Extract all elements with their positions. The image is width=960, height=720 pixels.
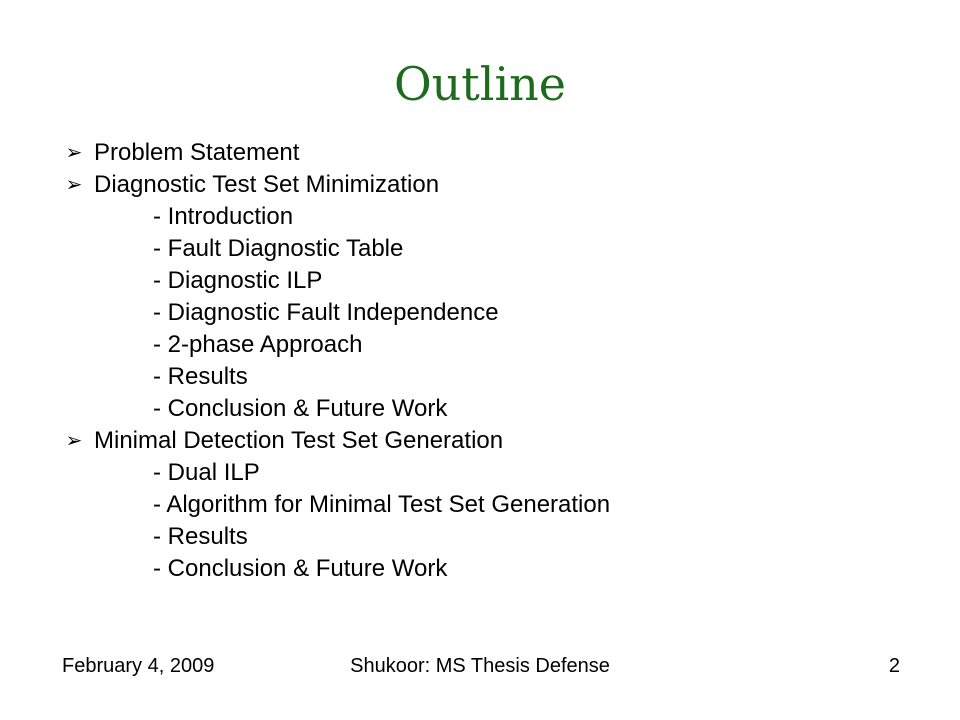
outline-subitem-2-phase-approach: - 2-phase Approach <box>153 331 363 358</box>
outline-item-text: Diagnostic Test Set Minimization <box>94 171 440 198</box>
outline-subitem-diagnostic-fault-independence: - Diagnostic Fault Independence <box>153 299 499 326</box>
footer-date: February 4, 2009 <box>62 655 215 677</box>
outline-subitem-results: - Results <box>153 363 248 390</box>
arrow-bullet-icon: ➢ <box>65 430 83 452</box>
outline-item-minimal-detection-test-set-generation <box>62 425 610 457</box>
outline-subitem-conclusion-future-work: - Conclusion & Future Work <box>153 555 448 582</box>
outline-item-diagnostic-test-set-minimization <box>62 169 610 201</box>
outline-item-problem-statement <box>62 137 610 169</box>
arrow-bullet-icon: ➢ <box>65 174 83 196</box>
outline-item-text: Minimal Detection Test Set Generation <box>94 427 504 454</box>
outline-subitem-algorithm-minimal-test-set-generation: - Algorithm for Minimal Test Set Generation <box>153 491 611 518</box>
footer-title: Shukoor: MS Thesis Defense <box>350 655 610 677</box>
outline-subitem-introduction: - Introduction <box>153 203 294 230</box>
page-number: 2 <box>888 655 900 677</box>
outline-subitem-results: - Results <box>153 523 248 550</box>
outline-subitem-dual-ilp: - Dual ILP <box>153 459 260 486</box>
outline-subitem-fault-diagnostic-table: - Fault Diagnostic Table <box>153 235 404 262</box>
outline-list <box>62 137 610 585</box>
arrow-bullet-icon: ➢ <box>65 142 83 164</box>
outline-item-text: Problem Statement <box>94 139 300 166</box>
slide-title: Outline <box>393 57 567 111</box>
outline-subitem-conclusion-future-work: - Conclusion & Future Work <box>153 395 448 422</box>
outline-subitem-diagnostic-ilp: - Diagnostic ILP <box>153 267 323 294</box>
